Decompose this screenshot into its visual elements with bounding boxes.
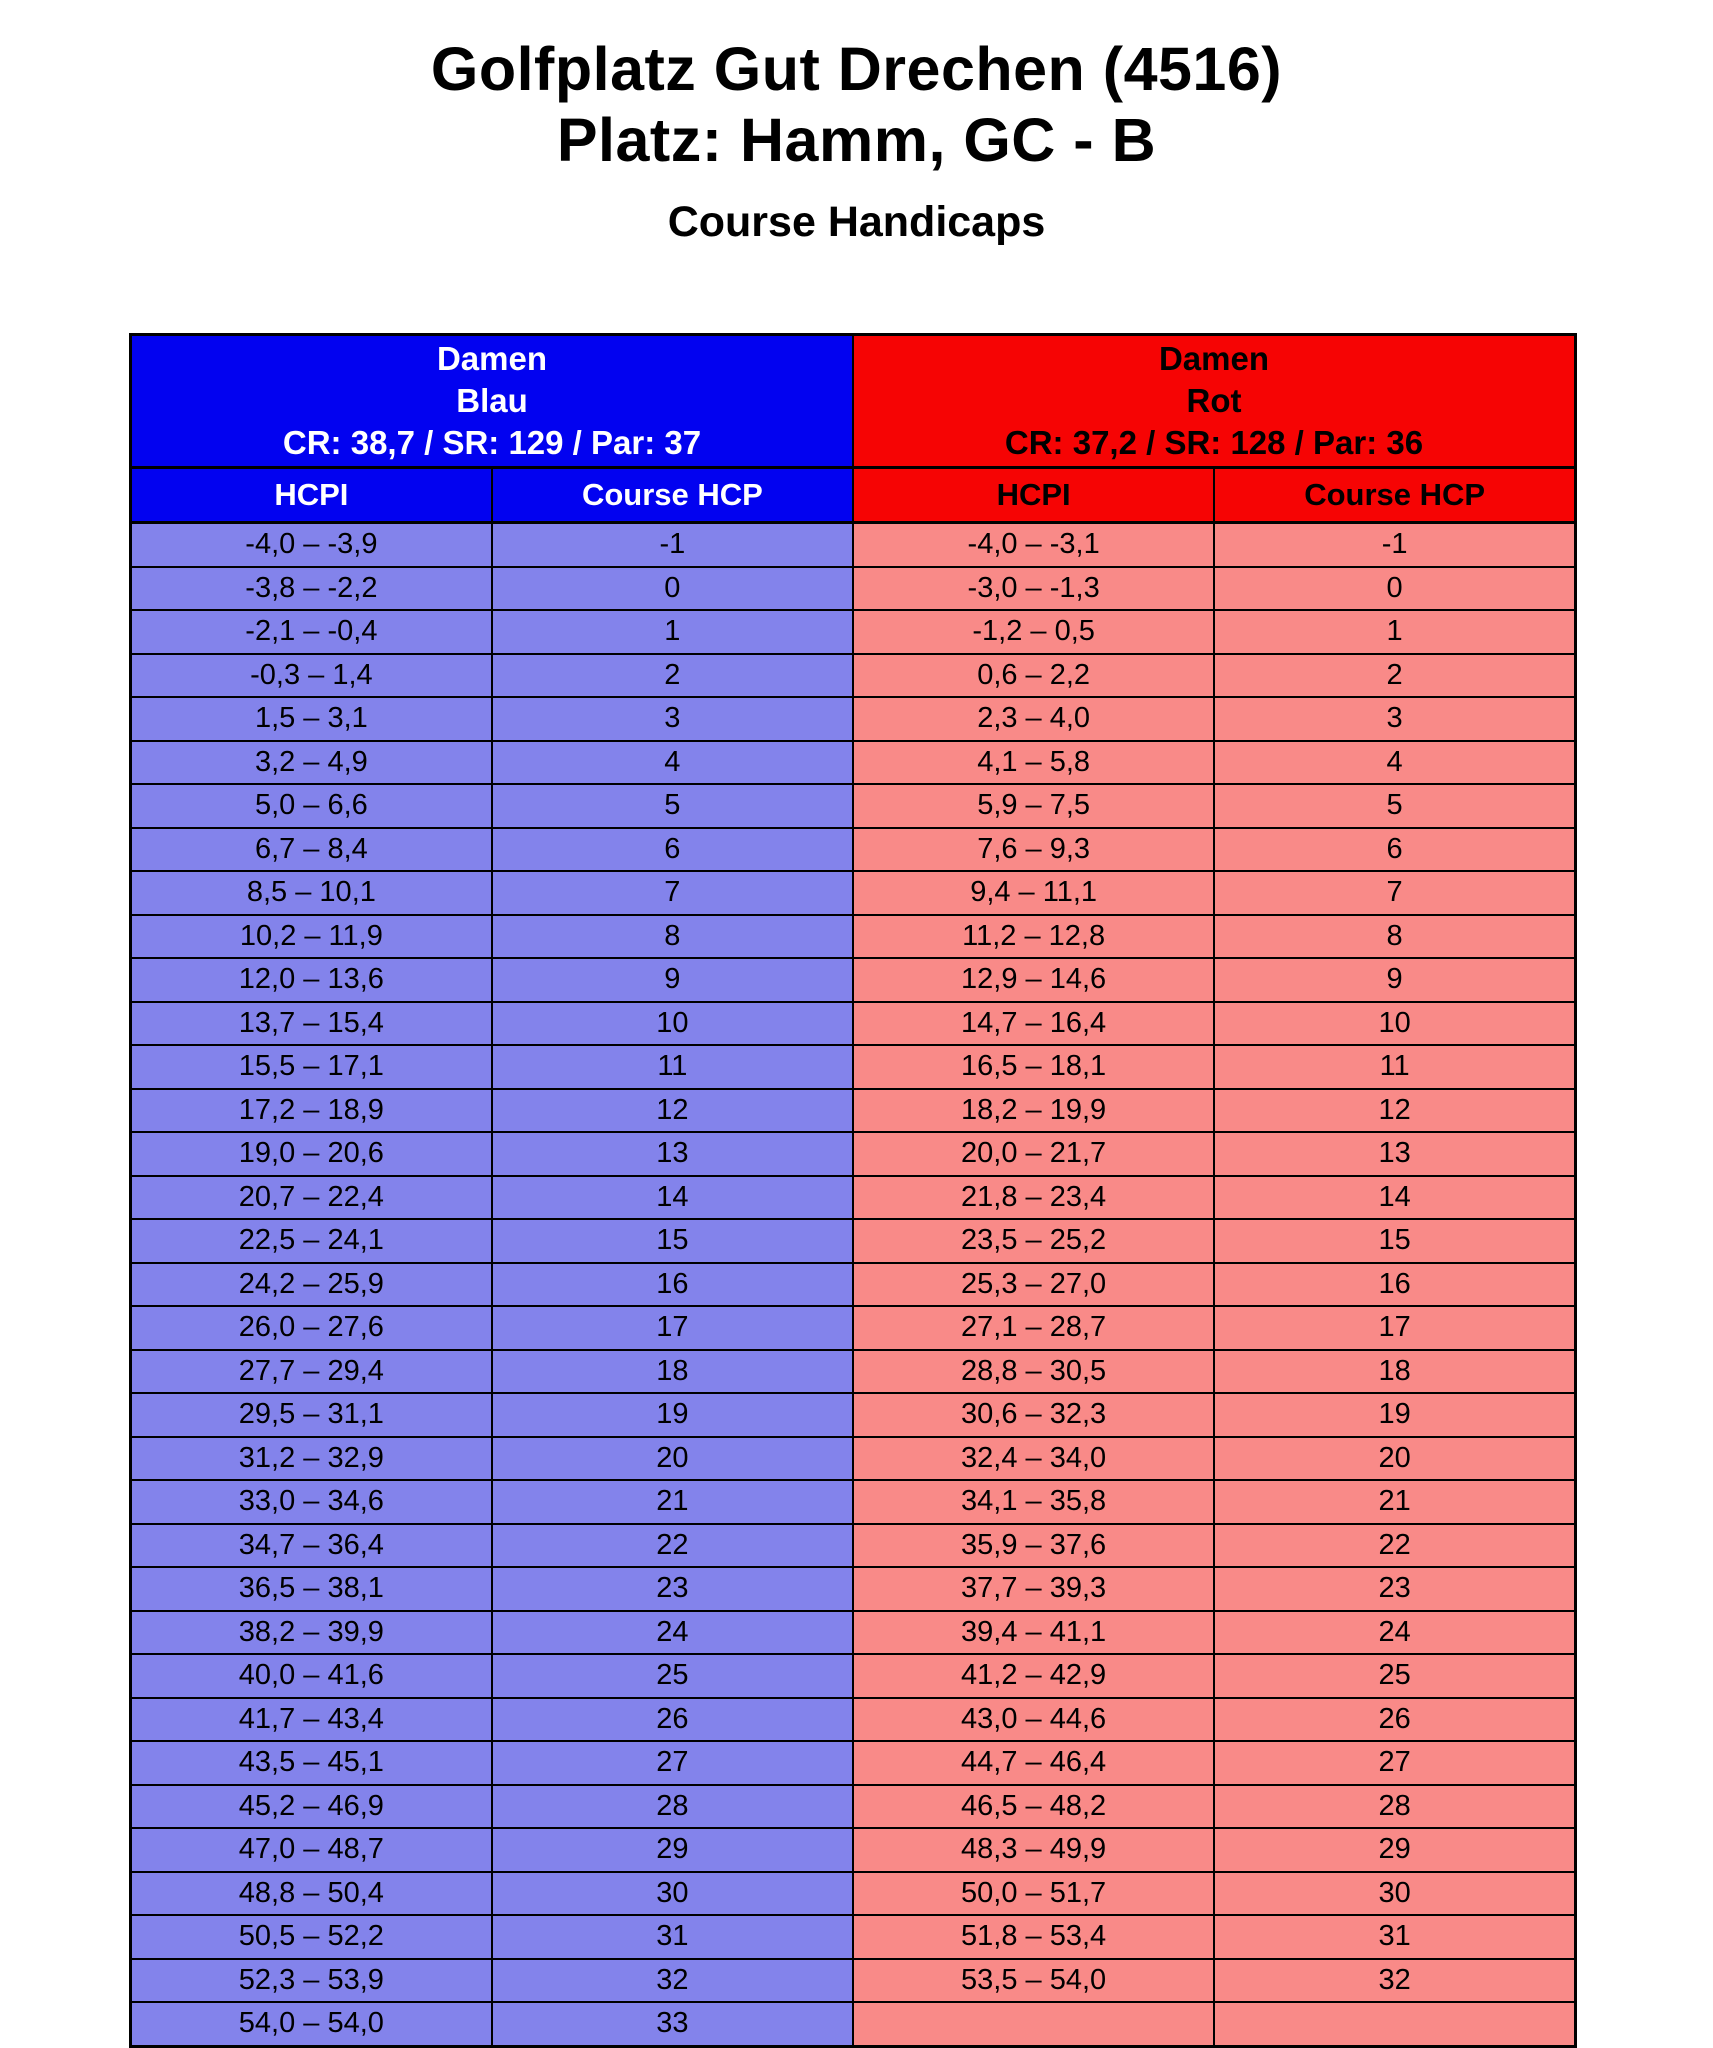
course-hcp-cell: 27 — [1214, 1741, 1575, 1785]
course-hcp-cell — [1214, 2002, 1575, 2046]
table-row — [131, 1698, 1576, 1742]
hcpi-cell: 41,7 – 43,4 — [131, 1698, 492, 1742]
course-hcp-cell: 19 — [1214, 1393, 1575, 1437]
course-hcp-cell: 17 — [1214, 1306, 1575, 1350]
hcpi-cell: 6,7 – 8,4 — [131, 828, 492, 872]
hcpi-cell: 34,7 – 36,4 — [131, 1524, 492, 1568]
hcpi-cell: 16,5 – 18,1 — [853, 1045, 1214, 1089]
table-row — [131, 1785, 1576, 1829]
hcpi-cell: 10,2 – 11,9 — [131, 915, 492, 959]
course-hcp-cell: 14 — [492, 1176, 853, 1220]
hcpi-cell: 24,2 – 25,9 — [131, 1263, 492, 1307]
table-row — [131, 915, 1576, 959]
table-row — [131, 1611, 1576, 1655]
course-hcp-cell: 26 — [492, 1698, 853, 1742]
course-hcp-cell: 14 — [1214, 1176, 1575, 1220]
section-title-line1: Damen — [1158, 340, 1270, 377]
hcpi-cell: 33,0 – 34,6 — [131, 1480, 492, 1524]
table-row — [131, 697, 1576, 741]
course-hcp-cell: 7 — [492, 871, 853, 915]
hcpi-cell: 43,0 – 44,6 — [853, 1698, 1214, 1742]
course-hcp-cell: 28 — [1214, 1785, 1575, 1829]
page-title-line1: Golfplatz Gut Drechen (4516) — [430, 35, 1283, 103]
course-hcp-cell: 9 — [1214, 958, 1575, 1002]
hcpi-cell: 12,9 – 14,6 — [853, 958, 1214, 1002]
course-hcp-cell: 6 — [492, 828, 853, 872]
table-row — [131, 1654, 1576, 1698]
hcpi-cell: 32,4 – 34,0 — [853, 1437, 1214, 1481]
course-hcp-cell: 3 — [1214, 697, 1575, 741]
hcpi-cell: 35,9 – 37,6 — [853, 1524, 1214, 1568]
course-hcp-cell: 29 — [492, 1828, 853, 1872]
course-hcp-cell: 30 — [1214, 1872, 1575, 1916]
course-hcp-cell: 33 — [492, 2002, 853, 2046]
course-hcp-cell: 1 — [1214, 610, 1575, 654]
hcpi-cell: 13,7 – 15,4 — [131, 1002, 492, 1046]
hcpi-cell: 9,4 – 11,1 — [853, 871, 1214, 915]
course-hcp-cell: 13 — [492, 1132, 853, 1176]
course-hcp-cell: 31 — [1214, 1915, 1575, 1959]
table-row — [131, 1045, 1576, 1089]
table-row — [131, 567, 1576, 611]
hcpi-cell: -3,0 – -1,3 — [853, 567, 1214, 611]
course-hcp-cell: 24 — [492, 1611, 853, 1655]
col-header-coursehcp-blau: Course HCP — [492, 468, 853, 523]
page-header — [0, 0, 1713, 247]
course-hcp-cell: 22 — [1214, 1524, 1575, 1568]
course-hcp-cell: 0 — [492, 567, 853, 611]
table-row — [131, 784, 1576, 828]
course-hcp-cell: 21 — [1214, 1480, 1575, 1524]
course-hcp-cell: 31 — [492, 1915, 853, 1959]
course-hcp-cell: 17 — [492, 1306, 853, 1350]
section-title-line1: Damen — [436, 340, 548, 377]
hcpi-cell: 44,7 – 46,4 — [853, 1741, 1214, 1785]
col-header-hcpi-rot: HCPI — [853, 468, 1214, 523]
course-hcp-cell: 1 — [492, 610, 853, 654]
table-row — [131, 1393, 1576, 1437]
hcpi-cell: 40,0 – 41,6 — [131, 1654, 492, 1698]
hcpi-cell: 23,5 – 25,2 — [853, 1219, 1214, 1263]
course-hcp-cell: 16 — [1214, 1263, 1575, 1307]
course-hcp-cell: 4 — [492, 741, 853, 785]
course-hcp-cell: 18 — [1214, 1350, 1575, 1394]
table-row — [131, 523, 1576, 567]
course-hcp-cell: 25 — [492, 1654, 853, 1698]
hcpi-cell: 54,0 – 54,0 — [131, 2002, 492, 2046]
hcpi-cell: 50,0 – 51,7 — [853, 1872, 1214, 1916]
hcpi-cell: -4,0 – -3,1 — [853, 523, 1214, 567]
hcpi-cell: 8,5 – 10,1 — [131, 871, 492, 915]
course-hcp-cell: 32 — [492, 1959, 853, 2003]
section-title-line2: Rot — [1186, 382, 1242, 419]
course-hcp-cell: 8 — [1214, 915, 1575, 959]
course-hcp-cell: 11 — [1214, 1045, 1575, 1089]
course-hcp-cell: 6 — [1214, 828, 1575, 872]
table-row — [131, 1002, 1576, 1046]
course-hcp-cell: 15 — [1214, 1219, 1575, 1263]
course-hcp-cell: 26 — [1214, 1698, 1575, 1742]
course-hcp-cell: 18 — [492, 1350, 853, 1394]
page-title-line2: Platz: Hamm, GC - B — [556, 105, 1157, 174]
hcpi-cell: 5,9 – 7,5 — [853, 784, 1214, 828]
hcpi-cell: 48,3 – 49,9 — [853, 1828, 1214, 1872]
course-hcp-cell: 0 — [1214, 567, 1575, 611]
course-hcp-cell: 4 — [1214, 741, 1575, 785]
hcpi-cell: 19,0 – 20,6 — [131, 1132, 492, 1176]
hcpi-cell: 18,2 – 19,9 — [853, 1089, 1214, 1133]
hcpi-cell: 38,2 – 39,9 — [131, 1611, 492, 1655]
hcpi-cell: 14,7 – 16,4 — [853, 1002, 1214, 1046]
table-row — [131, 654, 1576, 698]
course-hcp-cell: 8 — [492, 915, 853, 959]
hcpi-cell: 52,3 – 53,9 — [131, 1959, 492, 2003]
course-hcp-cell: 23 — [492, 1567, 853, 1611]
hcpi-cell: 51,8 – 53,4 — [853, 1915, 1214, 1959]
hcpi-cell: -3,8 – -2,2 — [131, 567, 492, 611]
col-header-coursehcp-rot: Course HCP — [1214, 468, 1575, 523]
course-hcp-cell: 19 — [492, 1393, 853, 1437]
table-row — [131, 1089, 1576, 1133]
hcpi-cell: -2,1 – -0,4 — [131, 610, 492, 654]
course-hcp-cell: 7 — [1214, 871, 1575, 915]
course-hcp-cell: 28 — [492, 1785, 853, 1829]
hcpi-cell: 0,6 – 2,2 — [853, 654, 1214, 698]
hcpi-cell: 53,5 – 54,0 — [853, 1959, 1214, 2003]
section-title-line2: Blau — [456, 382, 528, 419]
hcpi-cell: 34,1 – 35,8 — [853, 1480, 1214, 1524]
hcpi-cell: -4,0 – -3,9 — [131, 523, 492, 567]
table-row — [131, 1567, 1576, 1611]
hcpi-cell: 48,8 – 50,4 — [131, 1872, 492, 1916]
table-row — [131, 1480, 1576, 1524]
course-hcp-cell: 10 — [492, 1002, 853, 1046]
hcpi-cell: -1,2 – 0,5 — [853, 610, 1214, 654]
table-row — [131, 1915, 1576, 1959]
course-hcp-cell: 16 — [492, 1263, 853, 1307]
hcpi-cell: 30,6 – 32,3 — [853, 1393, 1214, 1437]
hcpi-cell: 26,0 – 27,6 — [131, 1306, 492, 1350]
course-hcp-cell: 25 — [1214, 1654, 1575, 1698]
hcpi-cell: 11,2 – 12,8 — [853, 915, 1214, 959]
course-hcp-cell: 11 — [492, 1045, 853, 1089]
course-hcp-cell: 29 — [1214, 1828, 1575, 1872]
course-hcp-cell: 21 — [492, 1480, 853, 1524]
table-row — [131, 610, 1576, 654]
course-hcp-cell: 5 — [492, 784, 853, 828]
hcpi-cell: 39,4 – 41,1 — [853, 1611, 1214, 1655]
hcpi-cell: 2,3 – 4,0 — [853, 697, 1214, 741]
course-hcp-cell: 30 — [492, 1872, 853, 1916]
hcpi-cell: -0,3 – 1,4 — [131, 654, 492, 698]
table-row — [131, 1524, 1576, 1568]
table-row — [131, 1872, 1576, 1916]
hcpi-cell: 4,1 – 5,8 — [853, 741, 1214, 785]
course-hcp-cell: 9 — [492, 958, 853, 1002]
hcpi-cell: 36,5 – 38,1 — [131, 1567, 492, 1611]
hcpi-cell: 43,5 – 45,1 — [131, 1741, 492, 1785]
course-hcp-cell: 12 — [492, 1089, 853, 1133]
table-row — [131, 1741, 1576, 1785]
table-row — [131, 741, 1576, 785]
table-body — [131, 523, 1576, 2047]
course-hcp-cell: 2 — [1214, 654, 1575, 698]
col-header-hcpi-blau: HCPI — [131, 468, 492, 523]
course-hcp-cell: -1 — [492, 523, 853, 567]
hcpi-cell: 29,5 – 31,1 — [131, 1393, 492, 1437]
hcpi-cell: 22,5 – 24,1 — [131, 1219, 492, 1263]
section-header-damen-rot — [853, 335, 1576, 468]
hcpi-cell: 20,7 – 22,4 — [131, 1176, 492, 1220]
column-header-row — [131, 468, 1576, 523]
course-hcp-cell: 12 — [1214, 1089, 1575, 1133]
section-rating-line: CR: 38,7 / SR: 129 / Par: 37 — [282, 424, 702, 461]
hcpi-cell: 50,5 – 52,2 — [131, 1915, 492, 1959]
course-hcp-cell: 10 — [1214, 1002, 1575, 1046]
hcpi-cell: 20,0 – 21,7 — [853, 1132, 1214, 1176]
hcpi-cell: 21,8 – 23,4 — [853, 1176, 1214, 1220]
table-row — [131, 2002, 1576, 2046]
hcpi-cell: 7,6 – 9,3 — [853, 828, 1214, 872]
course-hcp-cell: 22 — [492, 1524, 853, 1568]
hcpi-cell: 27,1 – 28,7 — [853, 1306, 1214, 1350]
table-row — [131, 1219, 1576, 1263]
section-header-damen-blau — [131, 335, 854, 468]
hcpi-cell: 41,2 – 42,9 — [853, 1654, 1214, 1698]
section-header-row — [131, 335, 1576, 468]
hcpi-cell: 3,2 – 4,9 — [131, 741, 492, 785]
course-hcp-cell: 32 — [1214, 1959, 1575, 2003]
hcpi-cell: 37,7 – 39,3 — [853, 1567, 1214, 1611]
course-hcp-cell: 24 — [1214, 1611, 1575, 1655]
course-hcp-cell: 2 — [492, 654, 853, 698]
course-hcp-cell: 3 — [492, 697, 853, 741]
table-row — [131, 828, 1576, 872]
hcpi-cell: 5,0 – 6,6 — [131, 784, 492, 828]
table-row — [131, 1132, 1576, 1176]
section-rating-line: CR: 37,2 / SR: 128 / Par: 36 — [1004, 424, 1424, 461]
hcpi-cell: 46,5 – 48,2 — [853, 1785, 1214, 1829]
course-hcp-cell: 5 — [1214, 784, 1575, 828]
hcpi-cell: 31,2 – 32,9 — [131, 1437, 492, 1481]
hcpi-cell: 28,8 – 30,5 — [853, 1350, 1214, 1394]
hcpi-cell: 45,2 – 46,9 — [131, 1785, 492, 1829]
course-hcp-cell: -1 — [1214, 523, 1575, 567]
hcpi-cell: 12,0 – 13,6 — [131, 958, 492, 1002]
course-hcp-cell: 27 — [492, 1741, 853, 1785]
hcpi-cell: 25,3 – 27,0 — [853, 1263, 1214, 1307]
table-row — [131, 1828, 1576, 1872]
table-row — [131, 1959, 1576, 2003]
table-row — [131, 1350, 1576, 1394]
handicap-table — [129, 333, 1577, 2048]
course-hcp-cell: 23 — [1214, 1567, 1575, 1611]
hcpi-cell: 15,5 – 17,1 — [131, 1045, 492, 1089]
hcpi-cell: 17,2 – 18,9 — [131, 1089, 492, 1133]
hcpi-cell: 1,5 – 3,1 — [131, 697, 492, 741]
hcpi-cell: 27,7 – 29,4 — [131, 1350, 492, 1394]
course-hcp-cell: 13 — [1214, 1132, 1575, 1176]
page-subtitle: Course Handicaps — [667, 197, 1046, 246]
hcpi-cell: 47,0 – 48,7 — [131, 1828, 492, 1872]
table-row — [131, 1263, 1576, 1307]
course-hcp-cell: 20 — [492, 1437, 853, 1481]
table-row — [131, 1437, 1576, 1481]
table-row — [131, 958, 1576, 1002]
table-row — [131, 1176, 1576, 1220]
course-hcp-cell: 20 — [1214, 1437, 1575, 1481]
course-hcp-cell: 15 — [492, 1219, 853, 1263]
table-row — [131, 871, 1576, 915]
table-row — [131, 1306, 1576, 1350]
hcpi-cell — [853, 2002, 1214, 2046]
